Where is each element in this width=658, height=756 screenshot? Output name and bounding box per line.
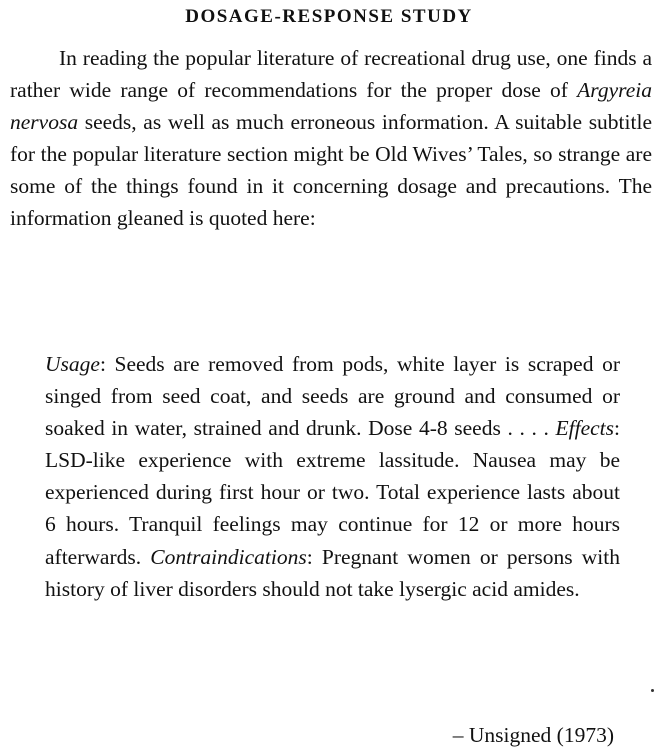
usage-text: : Seeds are removed from pods, white layer is scraped or singed from seed coat, and seeds are ground and consumed or soaked in water, strained and drunk. Dose 4-8 seeds . . . .: [45, 352, 620, 441]
intro-text-end: seeds, as well as much erroneous information. A suitable subtitle for the popular literature section might be Old Wives’ Tales, so strange are some of the things found in it concerning dosage and precautions. The information gleaned is quoted here:: [10, 110, 652, 231]
page-title: DOSAGE-RESPONSE STUDY: [185, 6, 473, 27]
intro-paragraph: [10, 42, 652, 235]
contraindications-text: : Pregnant women or persons with history of liver disorders should not take lysergic acid amides.: [45, 544, 620, 601]
effects-text: : LSD-like experience with extreme lassitude. Nausea may be experienced during first hour or two. Total experience lasts about 6 hours. Tranquil feelings may continue for 12 or more hours afterwards.: [45, 416, 620, 569]
block-quote: [45, 348, 620, 605]
effects-label: Effects: [555, 416, 615, 441]
usage-label: Usage: [45, 352, 100, 376]
intro-text-start: In reading the popular literature of recreational drug use, one finds a rather wide range of recommendations for the proper dose of: [10, 46, 652, 103]
quote-attribution: – Unsigned (1973): [452, 723, 614, 747]
species-name: Argyreia nervosa: [10, 78, 652, 135]
contraindications-label: Contraindications: [150, 544, 307, 569]
scan-speck: [651, 689, 654, 692]
